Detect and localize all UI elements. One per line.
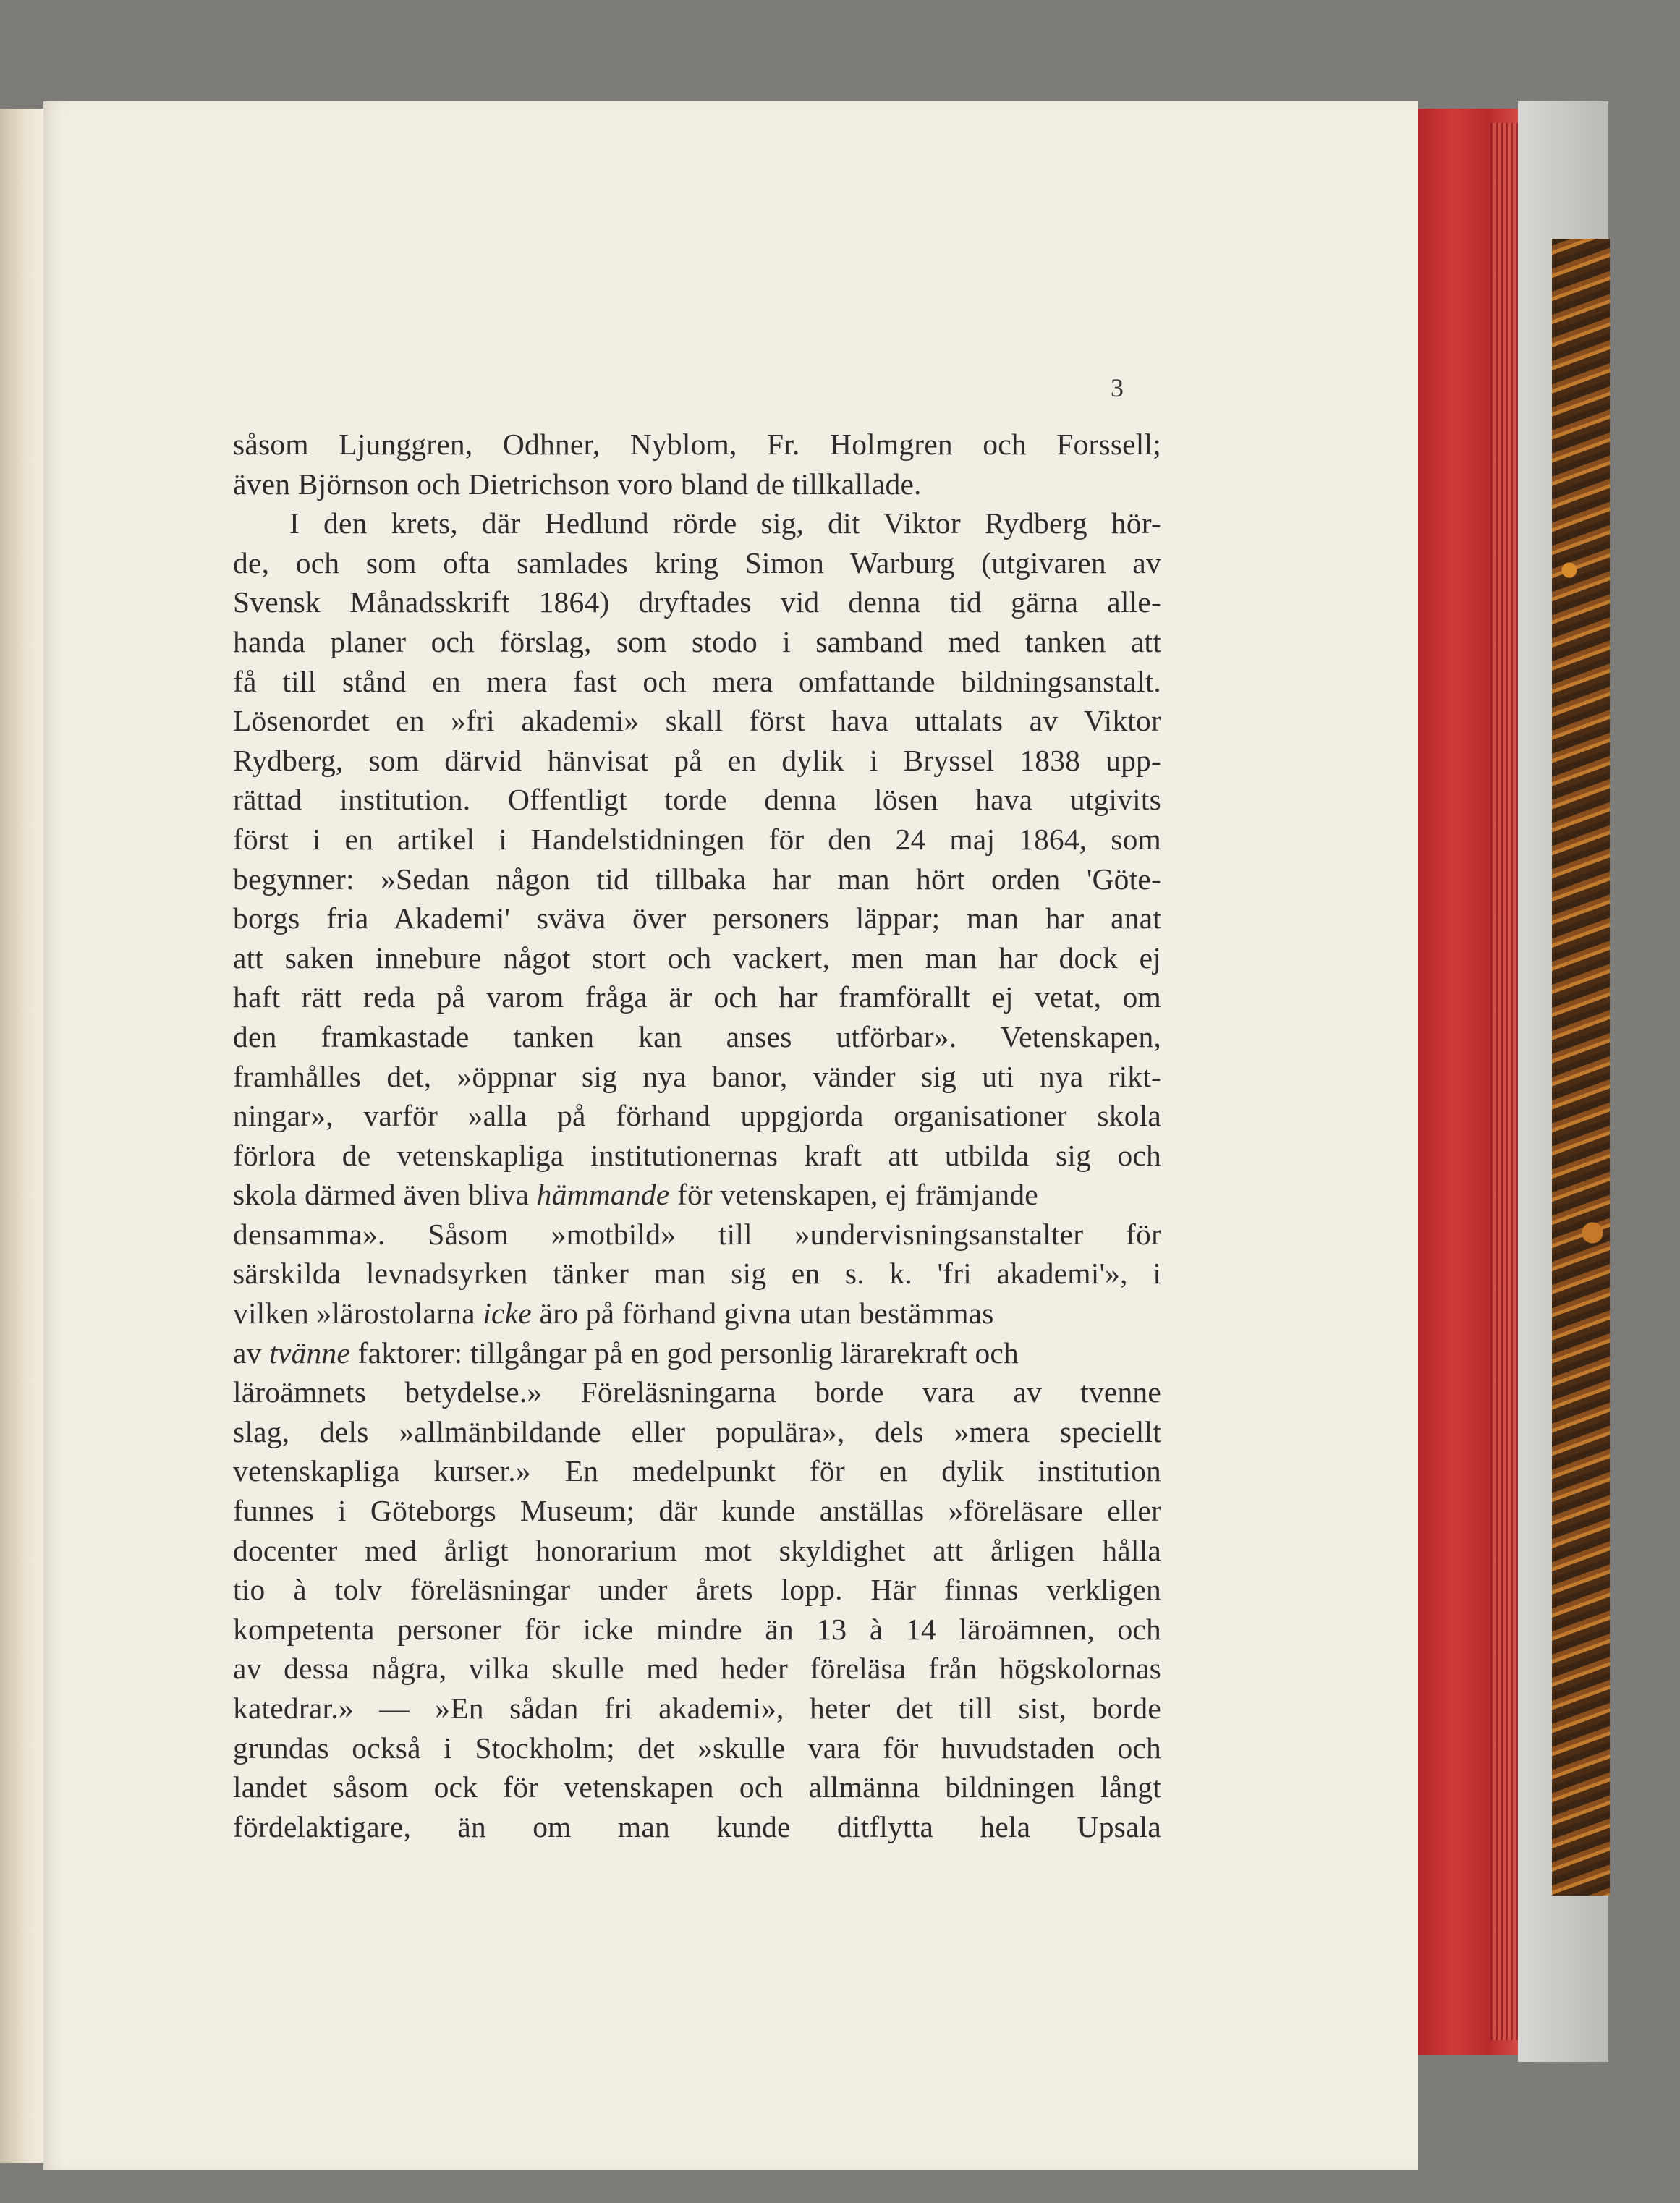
marbled-cover-pattern [1552,239,1610,1896]
text-line: katedrar.» — »En sådan fri akademi», heter det till sist, borde [233,1691,1161,1725]
text-line: Svensk Månadsskrift 1864) dryftades vid denna tid gärna alle- [233,585,1161,619]
page-number: 3 [1111,373,1124,402]
text-line: kompetenta personer för icke mindre än 13 à 14 läroämnen, och [233,1612,1161,1646]
text-line: ningar», varför »alla på förhand uppgjorda organisationer skola [233,1099,1161,1133]
text-line: läroämnets betydelse.» Föreläsningarna borde vara av tvenne [233,1375,1161,1409]
page-leaves-edge [1490,123,1519,2040]
text-line: framhålles det, »öppnar sig nya banor, vänder sig uti nya rikt- [233,1059,1161,1093]
text-run: för vetenskapen, ej främjande [669,1178,1038,1212]
text-line: såsom Ljunggren, Odhner, Nyblom, Fr. Holmgren och Forssell; [233,428,1161,461]
text-line: Rydberg, som därvid hänvisat på en dylik i Bryssel 1838 upp- [233,743,1161,777]
text-run: vilken »lärostolarna [233,1296,483,1330]
text-line [233,1294,1161,1333]
text-line: få till stånd en mera fast och mera omfattande bildningsanstalt. [233,664,1161,698]
text-line: först i en artikel i Handelstidningen för den 24 maj 1864, som [233,822,1161,856]
text-line: vetenskapliga kurser.» En medelpunkt för en dylik institution [233,1454,1161,1488]
previous-page-edge [0,109,46,2163]
text-line: rättad institution. Offentligt torde denna lösen hava utgivits [233,783,1161,817]
text-line [233,1175,1161,1215]
text-line: borgs fria Akademi' sväva över personers läppar; man har anat [233,901,1161,935]
text-line [233,1333,1161,1373]
text-line: begynner: »Sedan någon tid tillbaka har man hört orden 'Göte- [233,862,1161,896]
text-line: funnes i Göteborgs Museum; där kunde anställas »föreläsare eller [233,1494,1161,1528]
text-line: att saken innebure något stort och vackert, men man har dock ej [233,941,1161,975]
text-line: de, och som ofta samlades kring Simon Warburg (utgivaren av [233,546,1161,580]
text-line: haft rätt reda på varom fråga är och har framförallt ej vetat, om [233,980,1161,1014]
text-run: faktorer: tillgångar på en god personlig lärarekraft och [349,1336,1019,1370]
text-line: grundas också i Stockholm; det »skulle vara för huvudstaden och [233,1731,1161,1765]
book-page [43,101,1418,2170]
text-line: Lösenordet en »fri akademi» skall först hava uttalats av Viktor [233,704,1161,738]
text-line: I den krets, där Hedlund rörde sig, dit Viktor Rydberg hör- [289,506,1161,540]
text-run: skola därmed även bliva [233,1178,537,1212]
italic-run: icke [483,1296,532,1330]
body-text [233,425,1161,1846]
text-run: av [233,1336,270,1370]
text-line: handa planer och förslag, som stodo i samband med tanken att [233,624,1161,658]
text-line: docenter med årligt honorarium mot skyldighet att årligen hålla [233,1533,1161,1567]
text-line: landet såsom ock för vetenskapen och allmänna bildningen långt [233,1770,1161,1804]
italic-run: tvänne [269,1336,350,1370]
text-line: den framkastade tanken kan anses utförbar». Vetenskapen, [233,1019,1161,1053]
text-run: äro på förhand givna utan bestämmas [531,1296,994,1330]
text-line: slag, dels »allmänbildande eller populära», dels »mera speciellt [233,1414,1161,1448]
text-line: särskilda levnadsyrken tänker man sig en s. k. 'fri akademi'», i [233,1257,1161,1291]
text-line: densamma». Såsom »motbild» till »undervisningsanstalter för [233,1217,1161,1251]
text-line: av dessa några, vilka skulle med heder föreläsa från högskolornas [233,1652,1161,1686]
text-line: fördelaktigare, än om man kunde ditflytta hela Upsala [233,1809,1161,1843]
text-line: även Björnson och Dietrichson voro bland de tillkallade. [233,467,922,501]
text-line: förlora de vetenskapliga institutionernas kraft att utbilda sig och [233,1138,1161,1172]
text-line: tio à tolv föreläsningar under årets lopp. Här finnas verkligen [233,1573,1161,1607]
italic-run: hämmande [536,1178,670,1212]
